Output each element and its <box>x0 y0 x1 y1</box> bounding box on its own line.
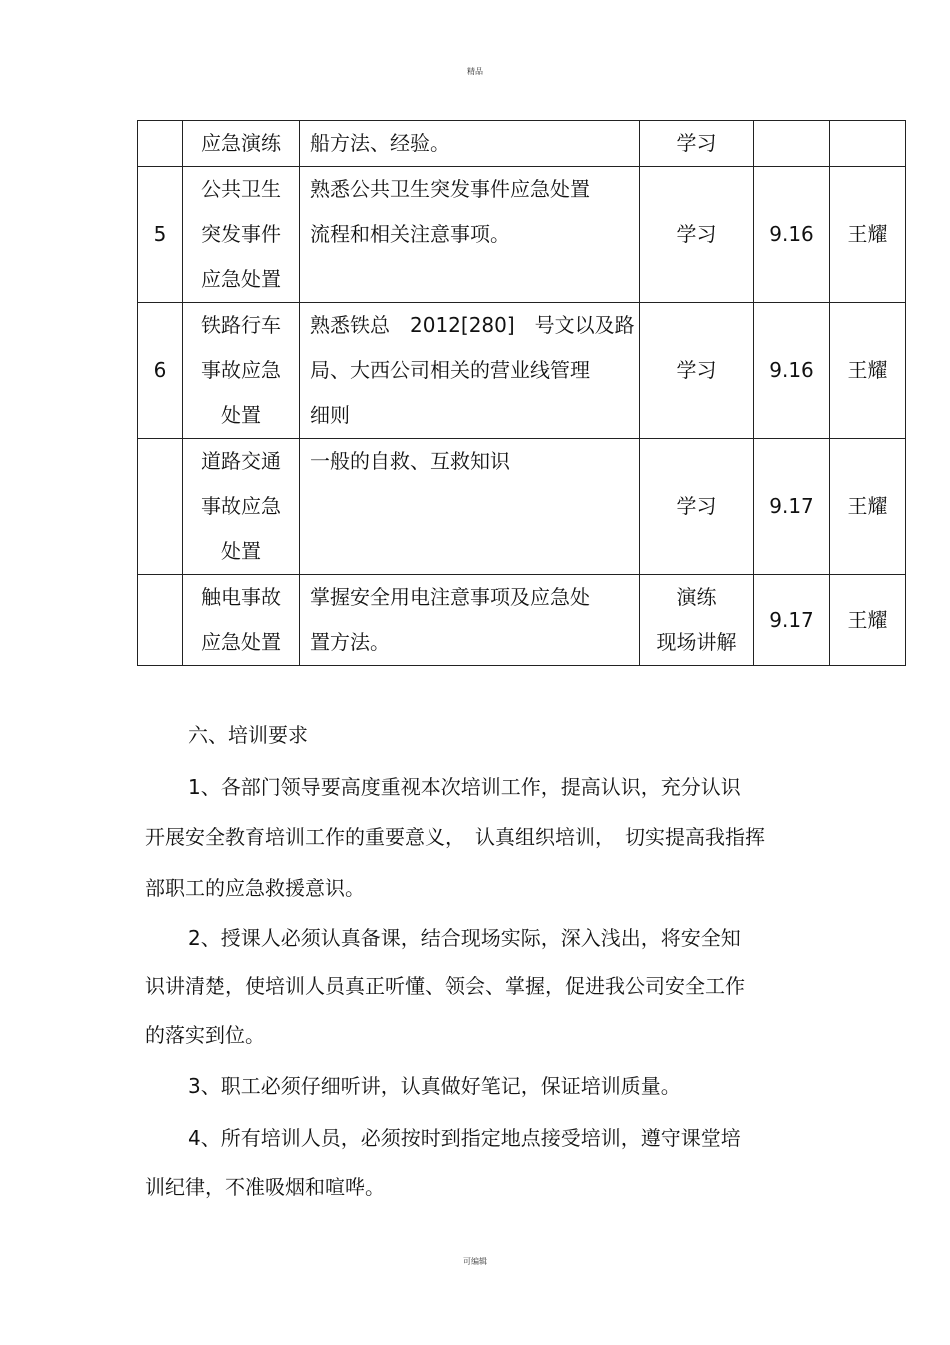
training-method-line: 学习 <box>676 494 717 518</box>
paragraph-line: 3、职工必须仔细听讲，认真做好笔记，保证培训质量。 <box>188 1074 681 1098</box>
course-content-line: 熟悉铁总 2012[280] 号文以及路 <box>310 313 635 337</box>
training-method <box>640 439 754 575</box>
course-title-line: 道路交通 <box>201 449 281 473</box>
course-title <box>183 439 300 575</box>
instructor: 王耀 <box>830 575 906 666</box>
table-row <box>138 121 906 167</box>
paragraph-line: 2、授课人必须认真备课，结合现场实际，深入浅出，将安全知 <box>188 926 741 950</box>
course-title-line: 公共卫生 <box>201 177 281 201</box>
training-method-line: 学习 <box>676 358 717 382</box>
training-plan-table <box>137 120 906 666</box>
row-number: 6 <box>138 303 183 439</box>
training-method <box>640 575 754 666</box>
training-date: 9.16 <box>754 303 830 439</box>
course-content-line: 熟悉公共卫生突发事件应急处置 <box>310 177 590 201</box>
paragraph-line: 部职工的应急救援意识。 <box>145 876 365 900</box>
training-method-line: 学习 <box>676 222 717 246</box>
section-heading: 六、培训要求 <box>188 723 308 747</box>
course-title-line: 触电事故 <box>201 585 281 609</box>
course-content-line: 细则 <box>310 403 350 427</box>
course-title <box>183 575 300 666</box>
row-number <box>138 439 183 575</box>
course-title-line: 事故应急 <box>201 494 281 518</box>
training-method <box>640 167 754 303</box>
course-content-line: 船方法、经验。 <box>310 131 450 155</box>
row-number <box>138 121 183 167</box>
training-method-line: 现场讲解 <box>656 630 737 654</box>
course-title <box>183 167 300 303</box>
paragraph-line: 识讲清楚，使培训人员真正听懂、领会、掌握，促进我公司安全工作 <box>145 974 745 998</box>
course-title-line: 铁路行车 <box>201 313 281 337</box>
course-title-line: 处置 <box>221 539 261 563</box>
course-title <box>183 121 300 167</box>
instructor: 王耀 <box>830 303 906 439</box>
course-content-line: 局、大西公司相关的营业线管理 <box>310 358 590 382</box>
training-date <box>754 121 830 167</box>
row-number: 5 <box>138 167 183 303</box>
course-content <box>300 303 640 439</box>
course-content <box>300 167 640 303</box>
paragraph-line: 开展安全教育培训工作的重要意义， 认真组织培训， 切实提高我指挥 <box>145 825 765 849</box>
instructor: 王耀 <box>830 439 906 575</box>
course-content-line: 掌握安全用电注意事项及应急处 <box>310 585 590 609</box>
paragraph-line: 4、所有培训人员，必须按时到指定地点接受培训，遵守课堂培 <box>188 1126 741 1150</box>
course-content <box>300 439 640 575</box>
course-title-line: 处置 <box>221 403 261 427</box>
instructor <box>830 121 906 167</box>
course-title-line: 应急处置 <box>201 267 281 291</box>
header-watermark: 精品 <box>467 67 483 76</box>
training-date: 9.17 <box>754 575 830 666</box>
paragraph-line: 训纪律，不准吸烟和喧哗。 <box>145 1175 385 1199</box>
paragraph-line: 1、各部门领导要高度重视本次培训工作，提高认识，充分认识 <box>188 775 741 799</box>
course-content <box>300 121 640 167</box>
course-title <box>183 303 300 439</box>
table-row <box>138 575 906 666</box>
table-row <box>138 439 906 575</box>
course-title-line: 突发事件 <box>201 222 281 246</box>
course-content-line: 流程和相关注意事项。 <box>310 222 510 246</box>
training-method-line: 学习 <box>676 131 717 155</box>
course-content <box>300 575 640 666</box>
course-title-line: 应急演练 <box>201 131 281 155</box>
course-title-line: 事故应急 <box>201 358 281 382</box>
training-method <box>640 303 754 439</box>
paragraph-line: 的落实到位。 <box>145 1023 265 1047</box>
training-method-line: 演练 <box>676 585 717 609</box>
course-title-line: 应急处置 <box>201 630 281 654</box>
table-row <box>138 303 906 439</box>
course-content-line: 置方法。 <box>310 630 390 654</box>
course-content-line: 一般的自救、互救知识 <box>310 449 510 473</box>
training-date: 9.16 <box>754 167 830 303</box>
table-row <box>138 167 906 303</box>
training-method <box>640 121 754 167</box>
instructor: 王耀 <box>830 167 906 303</box>
row-number <box>138 575 183 666</box>
training-date: 9.17 <box>754 439 830 575</box>
footer-watermark: 可编辑 <box>463 1257 487 1266</box>
